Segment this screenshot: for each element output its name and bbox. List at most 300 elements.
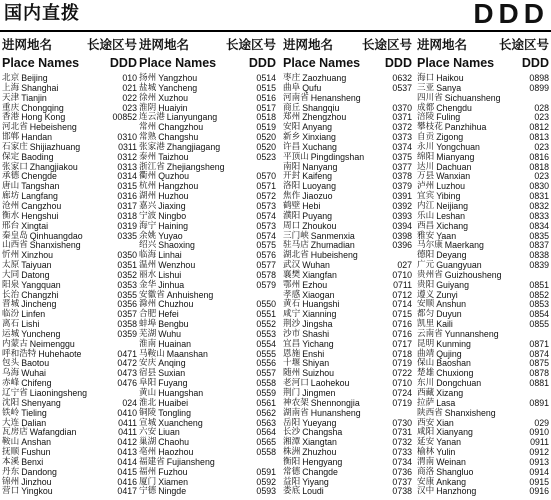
place-name-pinyin: Baoshan <box>436 358 471 369</box>
place-name-chinese: 成都 <box>417 102 435 113</box>
area-code: 0915 <box>529 476 549 487</box>
place-name-chinese: 离石 <box>2 319 20 330</box>
place-name-pinyin: Zhoukou <box>302 220 337 231</box>
area-code: 0712 <box>392 289 412 300</box>
place-name-chinese: 贵阳 <box>417 279 435 290</box>
place-name-chinese: 安顺 <box>417 299 435 310</box>
place-name-pinyin: Jiaxing <box>158 200 186 211</box>
place-name-pinyin: Changzhou <box>158 122 204 133</box>
place-name-chinese: 岳阳 <box>283 417 301 428</box>
area-code: 0414 <box>117 456 137 467</box>
place-name-pinyin: Xinzhou <box>21 250 53 261</box>
area-code: 0891 <box>529 397 549 408</box>
area-code: 0718 <box>392 348 412 359</box>
area-code: 0874 <box>529 348 549 359</box>
place-name-pinyin: Maerkang <box>444 240 484 251</box>
area-code: 0719 <box>392 358 412 369</box>
place-name-pinyin: Yaan <box>436 230 457 241</box>
area-code: 0591 <box>256 466 276 477</box>
place-name-chinese: 芜湖 <box>139 328 157 339</box>
area-code: 0471 <box>117 348 137 359</box>
place-name-header-en: Place Names <box>283 56 361 70</box>
area-code: 0570 <box>256 171 276 182</box>
area-code: 0394 <box>392 220 412 231</box>
area-code: 0411 <box>118 417 137 428</box>
place-name-pinyin: Leshan <box>436 210 466 221</box>
place-name-pinyin: Zhejiangsheng <box>166 161 225 172</box>
place-name-pinyin: Yongchuan <box>436 141 480 152</box>
area-code: 0563 <box>256 417 276 428</box>
place-name-pinyin: Changzhi <box>21 289 59 300</box>
place-name-chinese: 泸州 <box>417 181 435 192</box>
place-name-chinese: 汉中 <box>417 486 435 497</box>
place-name-pinyin: Yichang <box>302 338 334 349</box>
code-row <box>2 487 137 497</box>
place-name-chinese: 辽宁省 <box>2 388 28 398</box>
area-code: 0319 <box>117 220 137 231</box>
place-name-chinese: 恩施 <box>283 348 301 359</box>
place-name-pinyin: Fuzhou <box>158 466 188 477</box>
place-name-chinese: 绵阳 <box>417 151 435 162</box>
place-name-chinese: 承德 <box>2 171 20 182</box>
area-code: 023 <box>534 141 549 152</box>
place-name-chinese: 十堰 <box>283 358 301 369</box>
place-name-chinese: 常州 <box>139 122 157 133</box>
place-name-chinese: 秦皇岛 <box>2 230 28 241</box>
place-name-pinyin: Huzhou <box>158 191 189 202</box>
place-name-chinese: 鹤壁 <box>283 200 301 211</box>
place-name-chinese: 临海 <box>139 250 157 261</box>
place-name-pinyin: Wuhu <box>158 328 182 339</box>
area-code: 0371 <box>392 112 412 123</box>
place-name-pinyin: Tieling <box>21 407 47 418</box>
place-name-pinyin: Chuxiong <box>436 368 474 379</box>
area-code-header-en: DDD <box>248 56 276 70</box>
place-name-chinese: 余姚 <box>139 230 157 241</box>
place-name-pinyin: Mianyang <box>436 151 475 162</box>
place-name-pinyin: Yiyang <box>302 476 329 487</box>
place-name-chinese: 北京 <box>2 73 20 83</box>
place-name-chinese: 凯里 <box>417 319 435 330</box>
place-name-chinese: 乐山 <box>417 210 435 221</box>
place-name-pinyin: Shashi <box>302 328 330 339</box>
column-header-english <box>417 55 549 74</box>
place-name-chinese: 福建省 <box>139 456 165 467</box>
place-name-pinyin: Qinhuangdao <box>29 230 83 241</box>
place-name-chinese: 本溪 <box>2 456 20 467</box>
area-code: 0853 <box>529 299 549 310</box>
place-name-chinese: 衡水 <box>2 210 20 221</box>
area-code: 0854 <box>529 309 549 320</box>
area-code: 0575 <box>256 240 276 251</box>
place-name-pinyin: Hebeisheng <box>29 122 77 133</box>
place-name-pinyin: Jiaozuo <box>302 191 333 202</box>
area-code: 0473 <box>117 368 137 379</box>
place-name-chinese: 云南省 <box>417 328 443 339</box>
place-name-chinese: 常熟 <box>139 132 157 143</box>
place-name-pinyin: Wanxian <box>436 171 471 182</box>
place-name-pinyin: Nanyang <box>302 161 338 172</box>
place-name-pinyin: Baoding <box>21 151 54 162</box>
place-name-header-zh: 进网地名 <box>139 37 190 52</box>
area-code: 0732 <box>392 437 412 448</box>
place-name-chinese: 石家庄 <box>2 141 28 152</box>
place-name-pinyin: Xianyang <box>436 427 473 438</box>
area-code: 0391 <box>392 191 412 202</box>
place-name-pinyin: Chifeng <box>21 378 52 389</box>
area-code: 0556 <box>256 358 276 369</box>
place-name-chinese: 延安 <box>417 437 435 448</box>
place-name-pinyin: Shiyan <box>302 358 330 369</box>
area-code: 0358 <box>117 319 137 330</box>
place-name-pinyin: Henansheng <box>310 92 361 103</box>
place-name-chinese: 渭南 <box>417 456 435 467</box>
area-code: 0914 <box>529 466 549 477</box>
place-name-chinese: 娄底 <box>283 486 301 497</box>
place-name-pinyin: Shaoxing <box>158 240 195 251</box>
area-code: 0416 <box>117 476 137 487</box>
place-name-pinyin: Enshi <box>302 348 325 359</box>
place-name-pinyin: Kaili <box>436 319 453 330</box>
place-name-pinyin: Xuancheng <box>158 417 203 428</box>
place-name-pinyin: Suxian <box>158 368 186 379</box>
place-name-chinese: 保定 <box>2 151 20 162</box>
place-name-chinese: 都匀 <box>417 309 435 320</box>
place-name-chinese: 枣庄 <box>283 73 301 83</box>
area-code: 0351 <box>117 260 137 271</box>
area-code: 024 <box>122 397 137 408</box>
area-code: 0898 <box>529 73 549 83</box>
area-code: 0356 <box>117 299 137 310</box>
place-name-pinyin: Lianyungang <box>166 112 218 123</box>
area-code: 0571 <box>256 181 276 192</box>
place-name-chinese: 荆门 <box>283 388 301 398</box>
area-code: 023 <box>534 171 549 182</box>
place-name-pinyin: Yuncheng <box>21 328 61 339</box>
place-name-chinese: 安康 <box>417 476 435 487</box>
place-name-chinese: 丹东 <box>2 466 20 477</box>
place-name-header-en: Place Names <box>139 56 217 70</box>
place-name-pinyin: Laohekou <box>310 378 350 389</box>
place-name-chinese: 张家港 <box>139 141 165 152</box>
place-name-chinese: 安徽省 <box>139 289 165 300</box>
area-code: 0518 <box>256 112 276 123</box>
place-name-chinese: 长治 <box>2 289 20 300</box>
place-name-chinese: 金华 <box>139 279 157 290</box>
place-name-pinyin: Zaozhuang <box>302 73 347 83</box>
place-name-chinese: 赤峰 <box>2 378 20 389</box>
area-code: 0310 <box>117 132 137 143</box>
area-code: 0550 <box>256 299 276 310</box>
place-name-chinese: 包头 <box>2 358 20 369</box>
place-name-pinyin: Wuhan <box>302 260 330 271</box>
place-name-pinyin: Jingmen <box>302 388 336 398</box>
place-name-chinese: 合肥 <box>139 309 157 320</box>
place-name-pinyin: Suizhou <box>302 368 334 379</box>
place-name-pinyin: Xiamen <box>158 476 189 487</box>
place-name-chinese: 扬州 <box>139 73 157 83</box>
place-name-pinyin: Jinzhou <box>21 476 52 487</box>
place-name-pinyin: Yulin <box>436 447 456 458</box>
place-name-pinyin: Hanzhong <box>436 486 477 497</box>
place-name-pinyin: Xuzhou <box>158 92 189 103</box>
place-name-pinyin: Chongqing <box>21 102 64 113</box>
area-code: 0476 <box>117 378 137 389</box>
place-name-chinese: 绍兴 <box>139 240 157 251</box>
place-name-chinese: 淮北 <box>139 397 157 408</box>
place-name-pinyin: Xizang <box>436 388 464 398</box>
area-code: 0523 <box>256 151 276 162</box>
place-name-pinyin: Guiyang <box>436 279 469 290</box>
code-column-4 <box>417 37 549 497</box>
place-name-chinese: 浙江省 <box>139 161 165 172</box>
place-name-pinyin: Maanshan <box>166 348 208 359</box>
area-code: 0520 <box>256 132 276 143</box>
place-name-chinese: 昆明 <box>417 338 435 349</box>
place-name-pinyin: Luoyang <box>302 181 336 192</box>
place-name-chinese: 广元 <box>417 260 435 271</box>
place-name-chinese: 邢台 <box>2 220 20 231</box>
area-code-header-en: DDD <box>109 56 137 70</box>
area-code: 028 <box>534 102 549 113</box>
place-name-pinyin: Tongling <box>158 407 191 418</box>
area-code: 0515 <box>256 82 276 93</box>
area-code: 0632 <box>392 73 412 83</box>
place-name-chinese: 蚌埠 <box>139 319 157 330</box>
place-name-chinese: 巢湖 <box>139 437 157 448</box>
place-name-header-en: Place Names <box>417 56 495 70</box>
place-name-pinyin: Changde <box>302 466 338 477</box>
place-name-chinese: 西藏 <box>417 388 435 398</box>
area-code: 0573 <box>256 200 276 211</box>
area-code: 0393 <box>392 210 412 221</box>
place-name-chinese: 神农架 <box>283 397 309 408</box>
place-name-chinese: 襄樊 <box>283 269 301 280</box>
area-code: 0716 <box>392 319 412 330</box>
area-code: 0736 <box>392 466 412 477</box>
place-name-chinese: 连云港 <box>139 112 165 123</box>
place-name-pinyin: Fuling <box>436 112 461 123</box>
place-name-chinese: 香港 <box>2 112 20 123</box>
area-code: 0412 <box>117 437 137 448</box>
place-name-chinese: 温州 <box>139 260 157 271</box>
area-code: 0838 <box>529 250 549 261</box>
area-code: 0561 <box>256 397 276 408</box>
place-name-pinyin: Yueyang <box>302 417 337 428</box>
area-code: 0875 <box>529 358 549 369</box>
area-code: 0711 <box>393 279 412 290</box>
place-name-pinyin: Dalian <box>21 417 47 428</box>
place-name-chinese: 宜昌 <box>283 338 301 349</box>
place-name-pinyin: Shangqiu <box>302 102 340 113</box>
area-code: 0316 <box>117 191 137 202</box>
area-code-header-zh: 长途区号 <box>225 37 276 52</box>
place-name-chinese: 亳州 <box>139 447 157 458</box>
place-name-pinyin: Zhangjiakou <box>29 161 78 172</box>
place-name-pinyin: Anshun <box>436 299 467 310</box>
place-name-chinese: 商丘 <box>283 102 301 113</box>
place-name-chinese: 安庆 <box>139 358 157 369</box>
place-name-pinyin: Jingsha <box>302 319 333 330</box>
place-name-pinyin: Benxi <box>21 456 44 467</box>
place-name-chinese: 涪陵 <box>417 112 435 123</box>
place-name-pinyin: Ningbo <box>158 210 187 221</box>
place-name-pinyin: Zhuzhou <box>302 447 337 458</box>
place-name-chinese: 泰州 <box>139 151 157 162</box>
place-name-chinese: 湖北省 <box>283 250 309 261</box>
place-name-pinyin: Wuhai <box>21 368 46 379</box>
area-code: 0881 <box>529 378 549 389</box>
code-list <box>139 74 276 497</box>
place-name-chinese: 湘潭 <box>283 437 301 448</box>
place-name-pinyin: Fuyang <box>158 378 188 389</box>
code-column-3 <box>283 37 412 497</box>
area-code: 0551 <box>256 309 276 320</box>
place-name-chinese: 廊坊 <box>2 191 20 202</box>
column-header-chinese <box>2 37 137 55</box>
place-name-pinyin: Yanan <box>436 437 461 448</box>
place-name-chinese: 福州 <box>139 466 157 477</box>
area-code: 0318 <box>117 210 137 221</box>
place-name-chinese: 达川 <box>417 161 435 172</box>
place-name-chinese: 滁州 <box>139 299 157 310</box>
area-code: 0579 <box>256 279 276 290</box>
place-name-pinyin: Yancheng <box>158 82 198 93</box>
area-code: 0576 <box>256 250 276 261</box>
place-name-pinyin: Luzhou <box>436 181 466 192</box>
place-name-pinyin: Yibing <box>436 191 461 202</box>
column-header-chinese <box>139 37 276 55</box>
area-code: 027 <box>397 260 412 271</box>
area-code: 0871 <box>529 338 549 349</box>
place-name-pinyin: Xiangtan <box>302 437 337 448</box>
place-name-chinese: 内江 <box>417 200 435 211</box>
area-code: 0834 <box>529 220 549 231</box>
place-name-pinyin: Hebi <box>302 200 321 211</box>
code-list <box>417 74 549 497</box>
area-code: 0832 <box>529 200 549 211</box>
code-column-1 <box>2 37 137 497</box>
place-name-chinese: 郑州 <box>283 112 301 123</box>
place-name-chinese: 雅安 <box>417 230 435 241</box>
area-code: 0375 <box>392 151 412 162</box>
place-name-pinyin: Chengde <box>21 171 57 182</box>
place-name-pinyin: Guizhousheng <box>444 269 502 280</box>
place-name-chinese: 许昌 <box>283 141 301 152</box>
place-name-chinese: 乌海 <box>2 368 20 379</box>
area-code: 0352 <box>117 269 137 280</box>
place-name-pinyin: Kaifeng <box>302 171 333 182</box>
place-name-chinese: 德阳 <box>417 250 435 261</box>
area-code: 0516 <box>256 92 276 103</box>
area-code: 0555 <box>256 348 276 359</box>
place-name-pinyin: Haining <box>158 220 189 231</box>
area-code-header-en: DDD <box>521 56 549 70</box>
place-name-pinyin: Shenyang <box>21 397 61 408</box>
area-code: 0359 <box>117 328 137 339</box>
place-name-chinese: 陕西省 <box>417 407 443 418</box>
place-name-chinese: 三门峡 <box>283 230 309 241</box>
place-name-pinyin: Qufu <box>302 82 322 93</box>
place-name-pinyin: Zhengzhou <box>302 112 347 123</box>
place-name-chinese: 保山 <box>417 358 435 369</box>
area-code: 0911 <box>530 437 549 448</box>
place-name-chinese: 西昌 <box>417 220 435 231</box>
area-code: 0724 <box>392 388 412 398</box>
area-code: 0722 <box>392 368 412 379</box>
place-name-pinyin: Beijing <box>21 73 48 83</box>
place-name-chinese: 淮南 <box>139 338 157 349</box>
place-name-pinyin: Neimenggu <box>29 338 75 349</box>
place-name-chinese: 曲阜 <box>283 82 301 93</box>
area-code: 0710 <box>392 269 412 280</box>
place-name-chinese: 宿县 <box>139 368 157 379</box>
place-name-chinese: 沈阳 <box>2 397 20 408</box>
place-name-chinese: 铜陵 <box>139 407 157 418</box>
place-name-chinese: 安阳 <box>283 122 301 133</box>
area-code: 0839 <box>529 260 549 271</box>
area-code: 00852 <box>112 112 137 123</box>
place-name-pinyin: Hong Kong <box>21 112 66 123</box>
area-code: 023 <box>534 112 549 123</box>
area-code: 0714 <box>392 299 412 310</box>
place-name-chinese: 楚雄 <box>417 368 435 379</box>
area-code: 0378 <box>392 171 412 182</box>
place-name-pinyin: Xinxiang <box>302 132 336 143</box>
area-code: 0733 <box>392 447 412 458</box>
place-name-pinyin: Haozhou <box>158 447 194 458</box>
place-name-pinyin: Zhangjiagang <box>166 141 221 152</box>
place-name-chinese: 运城 <box>2 328 20 339</box>
area-code: 0554 <box>256 338 276 349</box>
area-code: 0852 <box>529 289 549 300</box>
place-name-chinese: 宜宾 <box>417 191 435 202</box>
place-name-pinyin: Loudi <box>302 486 324 497</box>
place-name-header-zh: 进网地名 <box>2 37 53 52</box>
place-name-pinyin: Duyun <box>436 309 462 320</box>
place-name-chinese: 株洲 <box>283 447 301 458</box>
place-name-chinese: 忻州 <box>2 250 20 261</box>
place-name-pinyin: Shennongjia <box>310 397 360 408</box>
place-name-chinese: 新乡 <box>283 132 301 143</box>
place-name-pinyin: Xingtai <box>21 220 49 231</box>
place-name-chinese: 内蒙古 <box>2 338 28 349</box>
page-title-english: DDD <box>473 0 549 29</box>
place-name-chinese: 益阳 <box>283 476 301 487</box>
place-name-pinyin: Shangluo <box>436 466 474 477</box>
area-code: 021 <box>122 82 137 93</box>
area-code: 0878 <box>529 368 549 379</box>
area-code: 0851 <box>529 279 549 290</box>
area-code: 0574 <box>256 230 276 241</box>
place-name-chinese: 南阳 <box>283 161 301 172</box>
place-name-chinese: 湖南省 <box>283 407 309 418</box>
area-code: 0855 <box>529 319 549 330</box>
place-name-pinyin: Xiaogan <box>302 289 335 300</box>
place-name-pinyin: Liaoningsheng <box>29 388 88 398</box>
area-code: 0837 <box>529 240 549 251</box>
place-name-chinese: 东川 <box>417 378 435 389</box>
place-name-chinese: 徐州 <box>139 92 157 103</box>
area-code: 0372 <box>392 122 412 133</box>
place-name-chinese: 锦州 <box>2 476 20 487</box>
place-name-chinese: 洛阳 <box>283 181 301 192</box>
place-name-pinyin: Lasa <box>436 397 456 408</box>
area-code: 0734 <box>392 456 412 467</box>
place-name-header-zh: 进网地名 <box>283 37 334 52</box>
place-name-pinyin: Dandong <box>21 466 57 477</box>
area-code: 0559 <box>256 388 276 398</box>
